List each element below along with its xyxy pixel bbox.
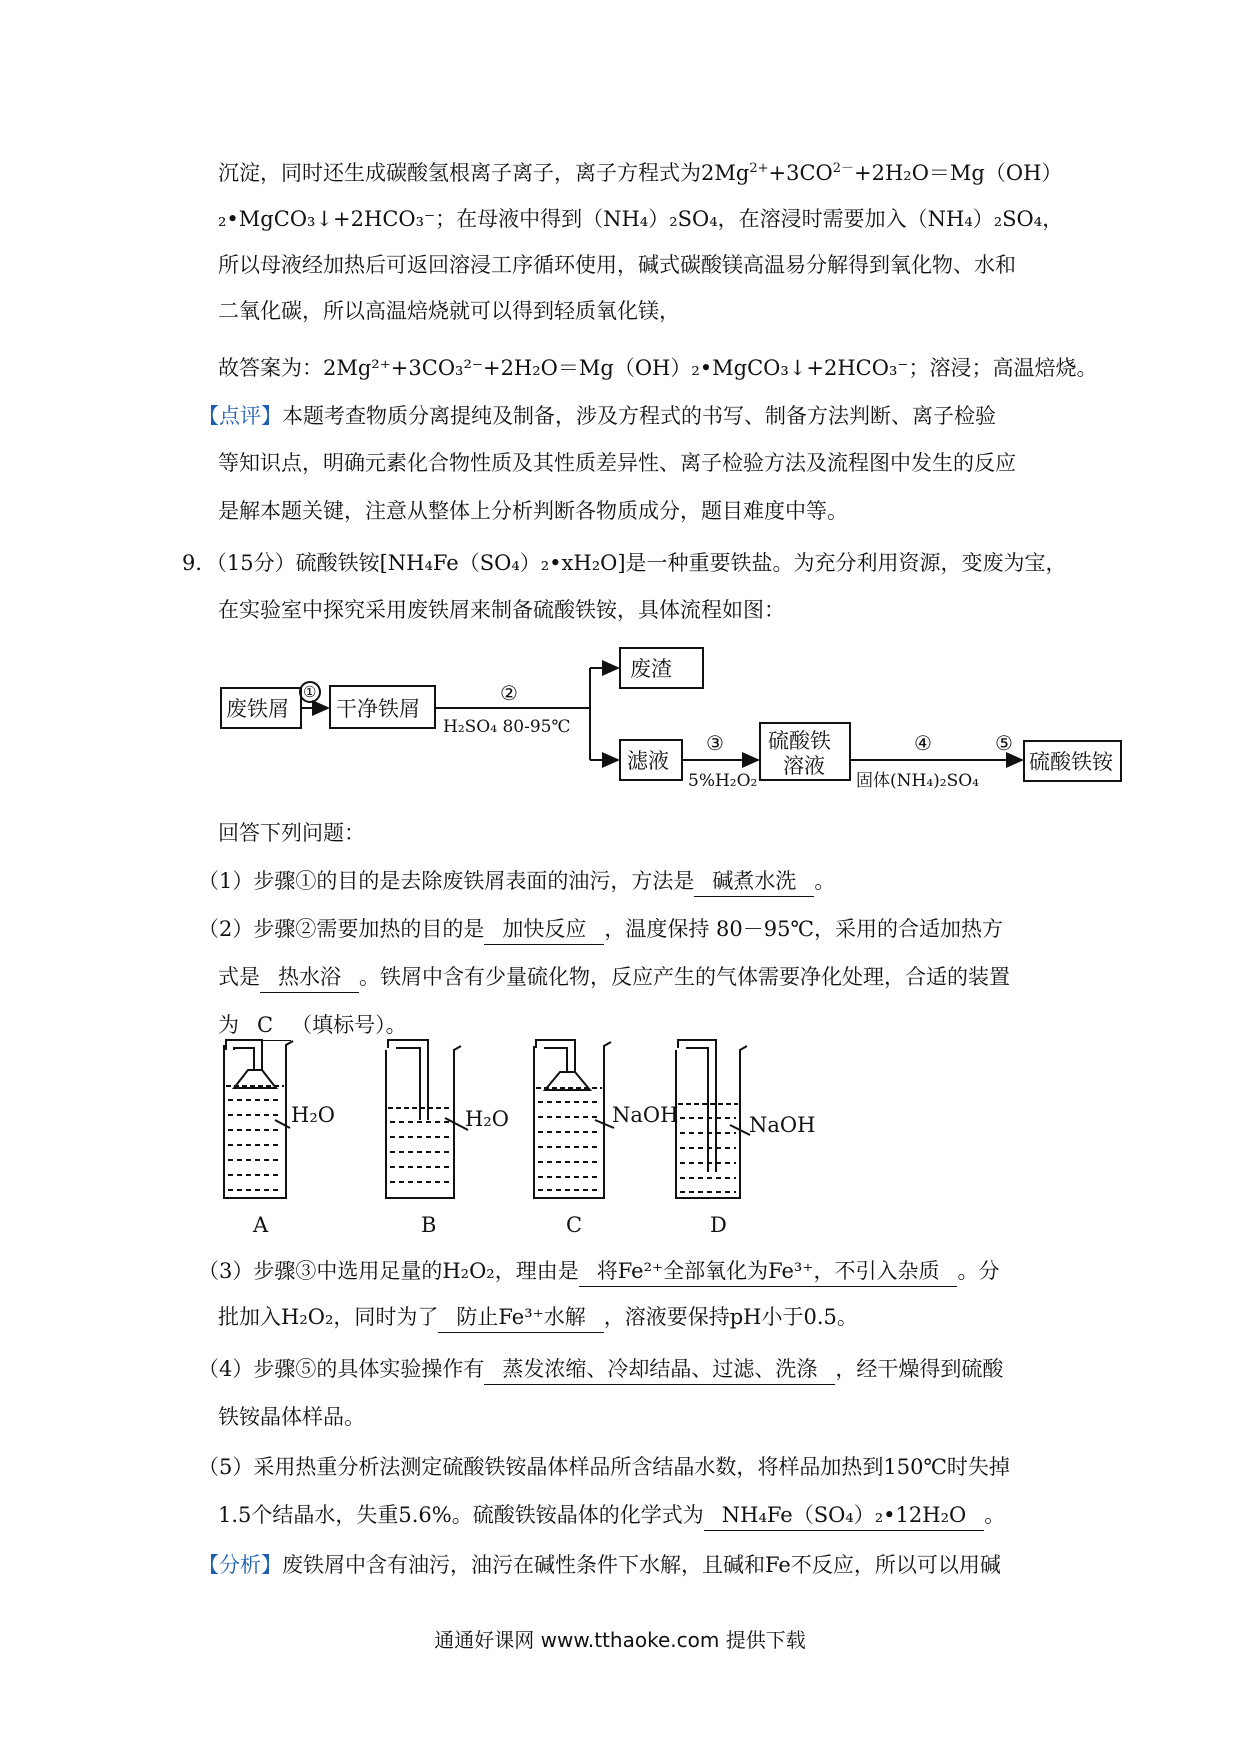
step4-marker: ④ xyxy=(914,731,932,755)
sub-question-4-line-2: 铁铵晶体样品。 xyxy=(218,1405,365,1429)
text-span: 为 xyxy=(218,1013,239,1037)
text-span: ，溶液要保持pH小于0.5。 xyxy=(603,1305,858,1329)
apparatus-d-label: D xyxy=(710,1213,727,1237)
sub-question-3-line-2 xyxy=(218,1302,858,1333)
answer-blank-5: NH₄Fe（SO₄）₂•12H₂O xyxy=(704,1500,984,1531)
comment-line-2: 等知识点，明确元素化合物性质及其性质差异性、离子检验方法及流程图中发生的反应 xyxy=(218,451,1016,475)
apparatus-a-label: A xyxy=(253,1213,269,1237)
answer-intro: 回答下列问题： xyxy=(218,821,365,845)
cond-step4: 固体(NH₄)₂SO₄ xyxy=(856,771,979,791)
apparatus-d xyxy=(676,1040,750,1198)
comment-tag: 【点评】 xyxy=(198,404,282,428)
cond-step2: H₂SO₄ 80-95℃ xyxy=(443,717,571,737)
sub-question-3-line-1 xyxy=(198,1256,999,1287)
text-line-2: ₂•MgCO₃↓+2HCO₃⁻；在母液中得到（NH₄）₂SO₄，在溶浸时需要加入（NH₄）₂SO₄， xyxy=(218,207,1064,231)
sub-question-5-line-2 xyxy=(218,1500,1005,1531)
answer-blank-2c: C xyxy=(239,1010,291,1041)
text-span: +2H₂O＝Mg（OH） xyxy=(854,161,1063,185)
text-span: +3CO xyxy=(768,161,833,185)
step3-marker: ③ xyxy=(706,731,724,755)
text-span: （填标号）。 xyxy=(291,1013,407,1037)
apparatus-b-label: B xyxy=(421,1213,437,1237)
analysis-tag: 【分析】 xyxy=(198,1553,282,1577)
text-span: ，经干燥得到硫酸 xyxy=(835,1357,1004,1381)
text-line-4: 二氧化碳，所以高温焙烧就可以得到轻质氧化镁， xyxy=(218,299,680,323)
answer-blank-1: 碱煮水洗 xyxy=(694,866,814,897)
apparatus-b-reagent: H₂O xyxy=(465,1107,509,1131)
box-product-label: 硫酸铁铵 xyxy=(1029,750,1113,774)
text-line-3: 所以母液经加热后可返回溶浸工序循环使用，碱式碳酸镁高温易分解得到氧化物、水和 xyxy=(218,253,1016,277)
box-waste-iron-label: 废铁屑 xyxy=(226,697,289,721)
sub-question-5-line-1: （5）采用热重分析法测定硫酸铁铵晶体样品所含结晶水数，将样品加热到150℃时失掉 xyxy=(198,1455,1010,1479)
text-span: 。分 xyxy=(957,1259,1000,1283)
answer-blank-4: 蒸发浓缩、冷却结晶、过滤、洗涤 xyxy=(484,1354,835,1385)
answer-blank-2b: 热水浴 xyxy=(260,962,359,993)
text-span: 批加入H₂O₂，同时为了 xyxy=(218,1305,439,1329)
question-9-line-1: 9．（15分）硫酸铁铵[NH₄Fe（SO₄）₂•xH₂O]是一种重要铁盐。为充分利用资源，变废为宝， xyxy=(182,551,1067,575)
apparatus-a-reagent: H₂O xyxy=(291,1103,335,1127)
text-span: 1.5个结晶水，失重5.6%。硫酸铁铵晶体的化学式为 xyxy=(218,1503,704,1527)
answer-blank-3b: 防止Fe³⁺水解 xyxy=(438,1302,603,1333)
step5-marker: ⑤ xyxy=(995,731,1013,755)
box-clean-iron-label: 干净铁屑 xyxy=(336,697,420,721)
text-span: （1）步骤①的目的是去除废铁屑表面的油污，方法是 xyxy=(198,869,695,893)
text-span: 。铁屑中含有少量硫化物，反应产生的气体需要净化处理，合适的装置 xyxy=(359,965,1010,989)
box-residue-label: 废渣 xyxy=(630,657,672,681)
text-span: 沉淀，同时还生成碳酸氢根离子离子，离子方程式为2Mg xyxy=(218,161,750,185)
box-filtrate-label: 滤液 xyxy=(627,749,669,773)
box-ferric-sulfate-label-1: 硫酸铁 xyxy=(768,729,831,753)
answer-blank-3a: 将Fe²⁺全部氧化为Fe³⁺，不引入杂质 xyxy=(579,1256,958,1287)
box-ferric-sulfate-label-2: 溶液 xyxy=(783,754,825,778)
answer-line: 故答案为：2Mg²⁺+3CO₃²⁻+2H₂O＝Mg（OH）₂•MgCO₃↓+2HCO₃⁻；溶浸；高温焙烧。 xyxy=(218,356,1098,380)
page-footer: 通通好课网 www.tthaoke.com 提供下载 xyxy=(434,1628,806,1652)
apparatus-c-label: C xyxy=(566,1213,583,1237)
step1-marker: ① xyxy=(303,683,317,701)
apparatus-a xyxy=(224,1040,293,1198)
text-span: （4）步骤⑤的具体实验操作有 xyxy=(198,1357,485,1381)
text-span: ，温度保持 80－95℃，采用的合适加热方 xyxy=(604,917,1003,941)
text-span: 。 xyxy=(984,1503,1006,1527)
text-span: 式是 xyxy=(218,965,260,989)
text-span: 。 xyxy=(814,869,836,893)
apparatus-c-reagent: NaOH xyxy=(612,1103,679,1127)
question-9-line-2: 在实验室中探究采用废铁屑来制备硫酸铁铵，具体流程如图： xyxy=(218,598,785,622)
sub-question-4-line-1 xyxy=(198,1354,1003,1385)
text-span: （2）步骤②需要加热的目的是 xyxy=(198,917,485,941)
step2-marker: ② xyxy=(500,681,518,705)
text-span: 本题考查物质分离提纯及制备，涉及方程式的书写、制备方法判断、离子检验 xyxy=(282,404,996,428)
superscript: 2－ xyxy=(832,161,855,176)
apparatus-b xyxy=(386,1040,468,1198)
answer-blank-2a: 加快反应 xyxy=(484,914,604,945)
text-span: （3）步骤③中选用足量的H₂O₂，理由是 xyxy=(198,1259,579,1283)
cond-step3: 5%H₂O₂ xyxy=(688,771,758,791)
apparatus-d-reagent: NaOH xyxy=(749,1113,816,1137)
superscript: 2+ xyxy=(749,161,769,176)
text-span: 废铁屑中含有油污，油污在碱性条件下水解，且碱和Fe不反应，所以可以用碱 xyxy=(282,1553,1001,1577)
apparatus-c xyxy=(534,1040,614,1198)
analysis-line-1 xyxy=(198,1550,1001,1580)
comment-line-3: 是解本题关键，注意从整体上分析判断各物质成分，题目难度中等。 xyxy=(218,499,848,523)
